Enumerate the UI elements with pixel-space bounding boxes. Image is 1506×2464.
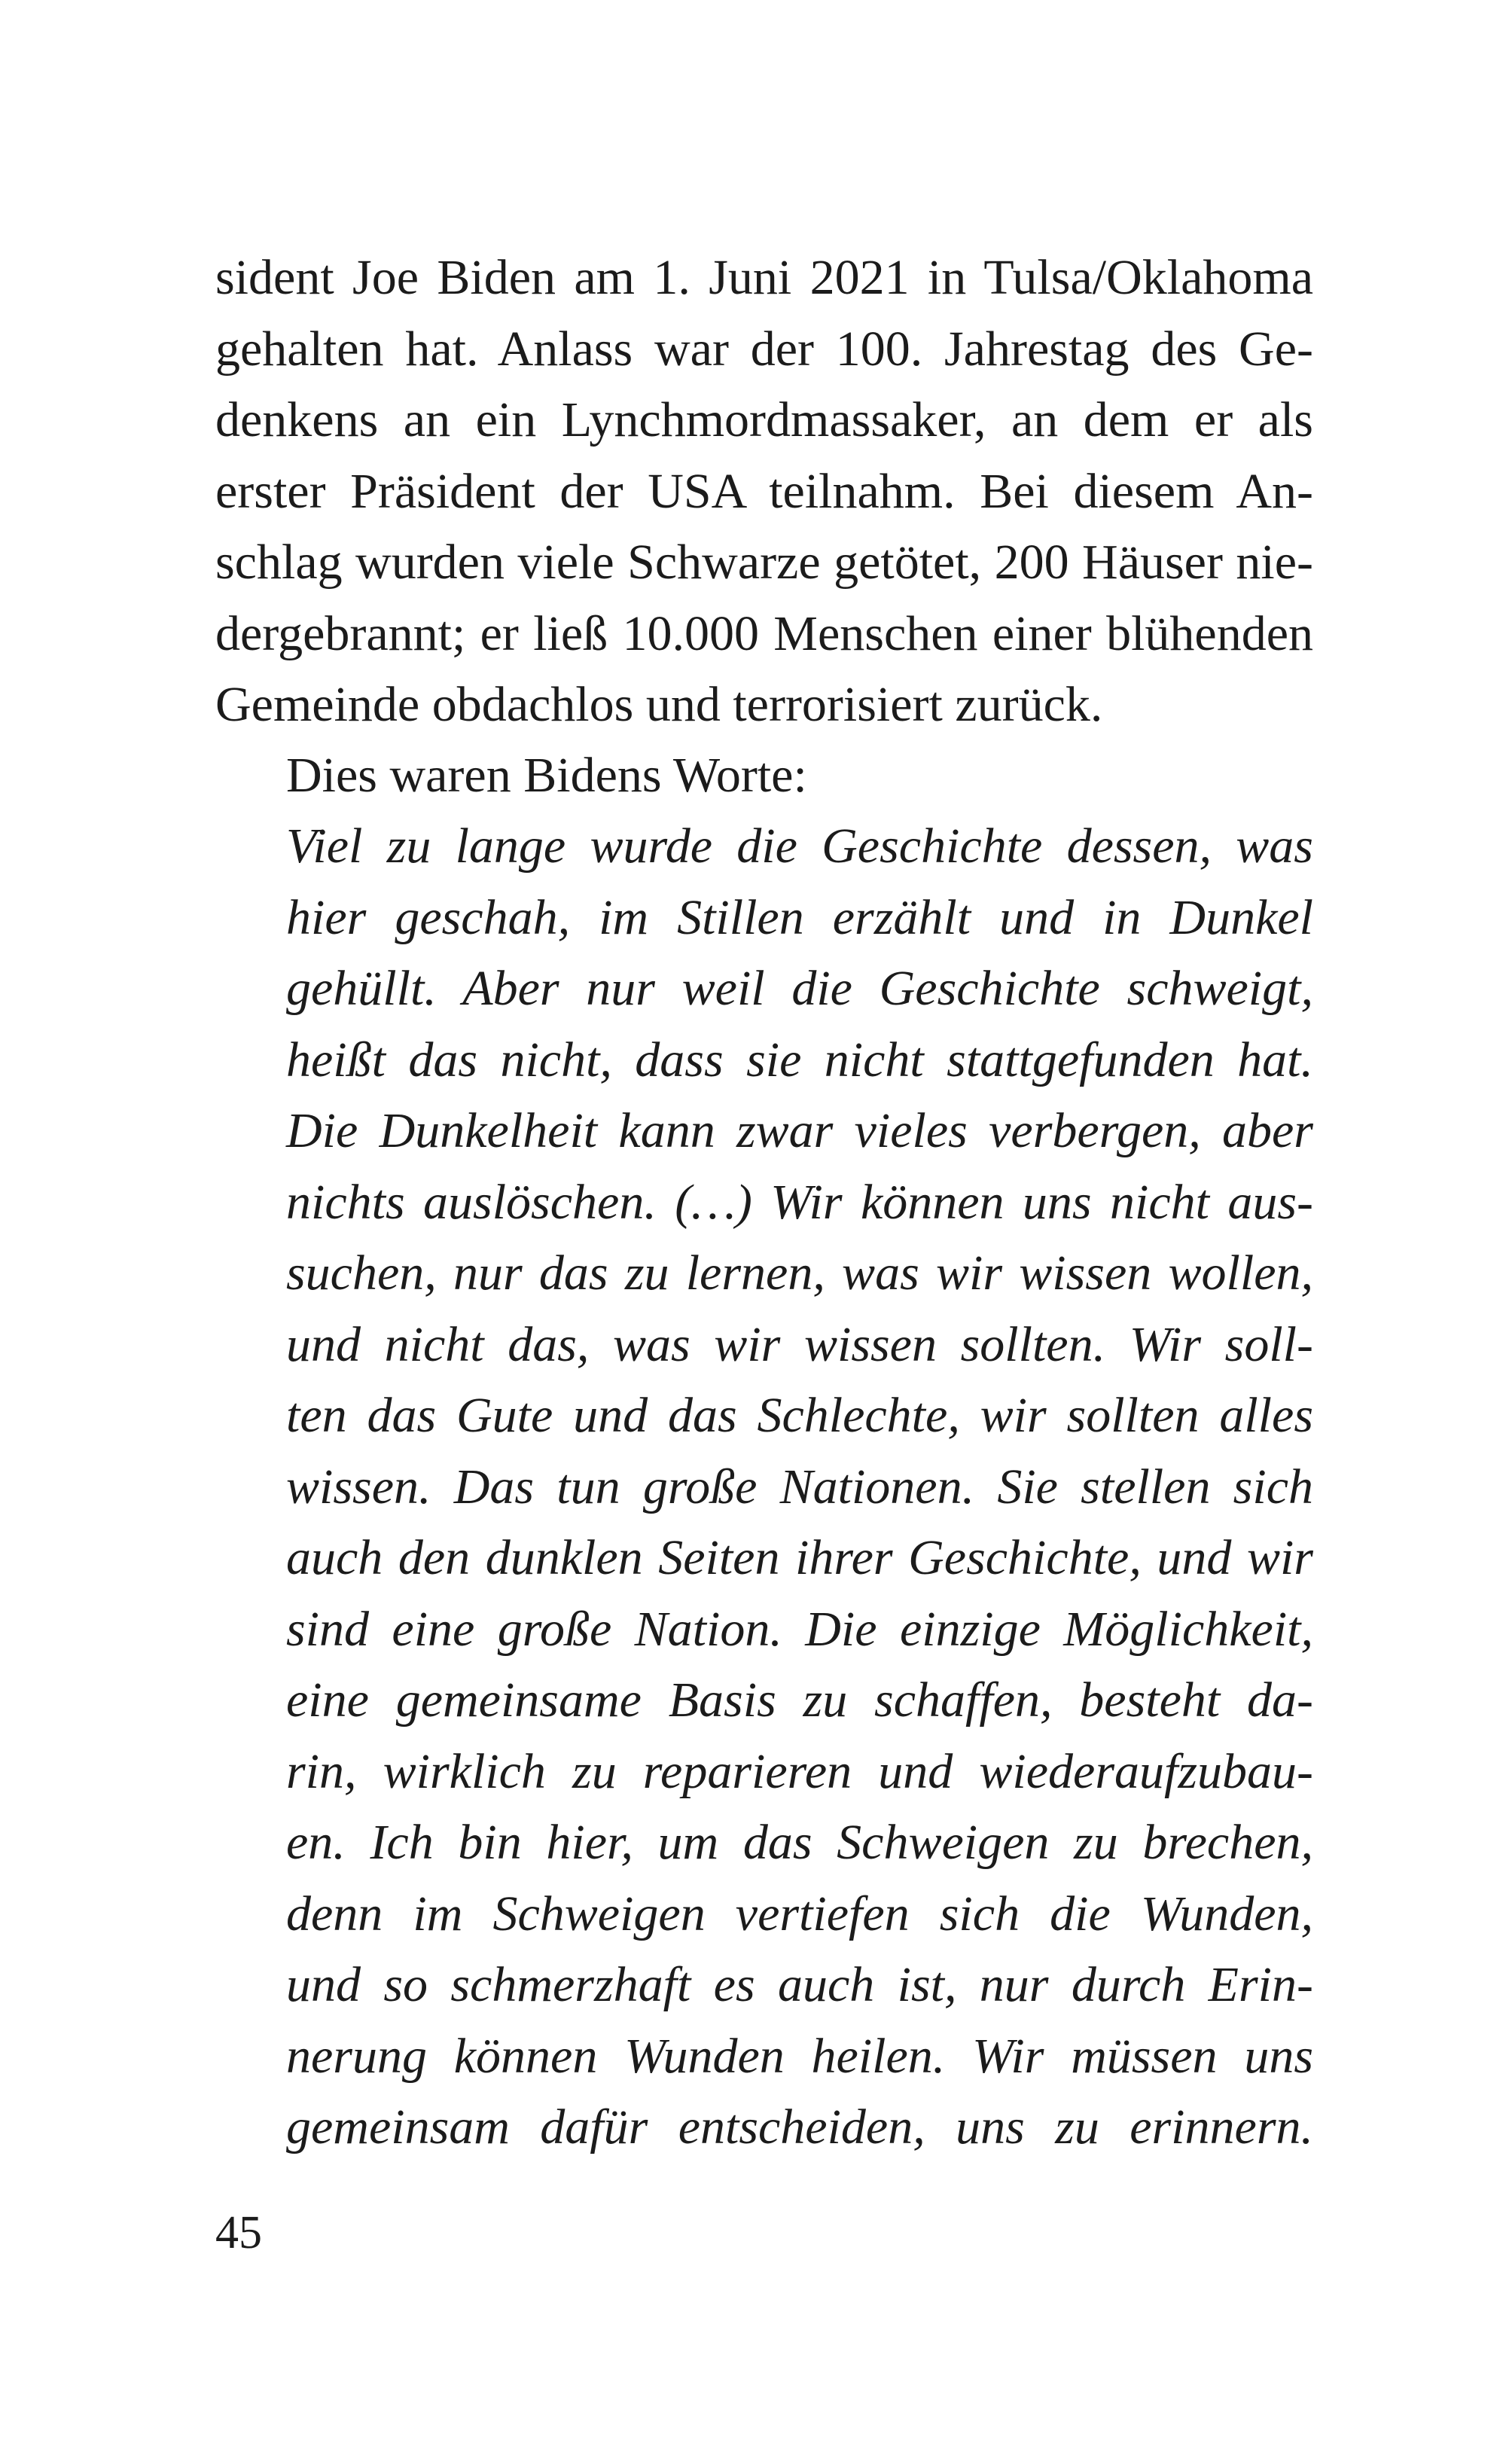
text-line: erster Präsident der USA teilnahm. Bei diesem An- (215, 463, 1313, 519)
text-line: sident Joe Biden am 1. Juni 2021 in Tulsa/Oklahoma (215, 250, 1313, 305)
body-paragraph (215, 242, 1313, 741)
quote-line: rin, wirklich zu reparieren und wiederaufzubau- (286, 1743, 1313, 1799)
quote-line: denn im Schweigen vertiefen sich die Wunden, (286, 1886, 1313, 1941)
quote-line: heißt das nicht, dass sie nicht stattgefunden hat. (286, 1032, 1313, 1087)
quote-line: und so schmerzhaft es auch ist, nur durch Erin- (286, 1957, 1313, 2012)
quote-line: wissen. Das tun große Nationen. Sie stellen sich (286, 1459, 1313, 1514)
quote-line: Die Dunkelheit kann zwar vieles verbergen, aber (286, 1103, 1313, 1158)
text-line: schlag wurden viele Schwarze getötet, 200 Häuser nie- (215, 535, 1313, 590)
quote-line: hier geschah, im Stillen erzählt und in Dunkel (286, 889, 1313, 945)
quote-line: sind eine große Nation. Die einzige Möglichkeit, (286, 1601, 1313, 1657)
text-line: gehalten hat. Anlass war der 100. Jahrestag des Ge- (215, 321, 1313, 377)
quote-line: gehüllt. Aber nur weil die Geschichte schweigt, (286, 961, 1313, 1016)
quote-line: suchen, nur das zu lernen, was wir wissen wollen, (286, 1246, 1313, 1301)
quote-line: ten das Gute und das Schlechte, wir sollten alles (286, 1388, 1313, 1443)
quote-line: gemeinsam dafür entscheiden, uns zu erinnern. (286, 2100, 1313, 2154)
block-quote (286, 811, 1313, 2164)
quote-line: und nicht das, was wir wissen sollten. Wir soll- (286, 1316, 1313, 1372)
text-line: Dies waren Bidens Worte: (286, 748, 807, 803)
quote-line: en. Ich bin hier, um das Schweigen zu brechen, (286, 1815, 1313, 1870)
text-line: Gemeinde obdachlos und terrorisiert zurück. (215, 677, 1103, 732)
quote-line: eine gemeinsame Basis zu schaffen, besteht da- (286, 1673, 1313, 1728)
text-line: denkens an ein Lynchmordmassaker, an dem er als (215, 392, 1313, 447)
page-number: 45 (215, 2207, 262, 2258)
quote-line: auch den dunklen Seiten ihrer Geschichte, und wir (286, 1530, 1313, 1585)
quote-line: nichts auslöschen. (…) Wir können uns nicht aus- (286, 1174, 1313, 1230)
quote-line: Viel zu lange wurde die Geschichte dessen, was (286, 819, 1313, 874)
quote-intro (286, 740, 1313, 812)
quote-line: nerung können Wunden heilen. Wir müssen uns (286, 2028, 1313, 2084)
text-line: dergebrannt; er ließ 10.000 Menschen einer blühenden (215, 605, 1313, 661)
